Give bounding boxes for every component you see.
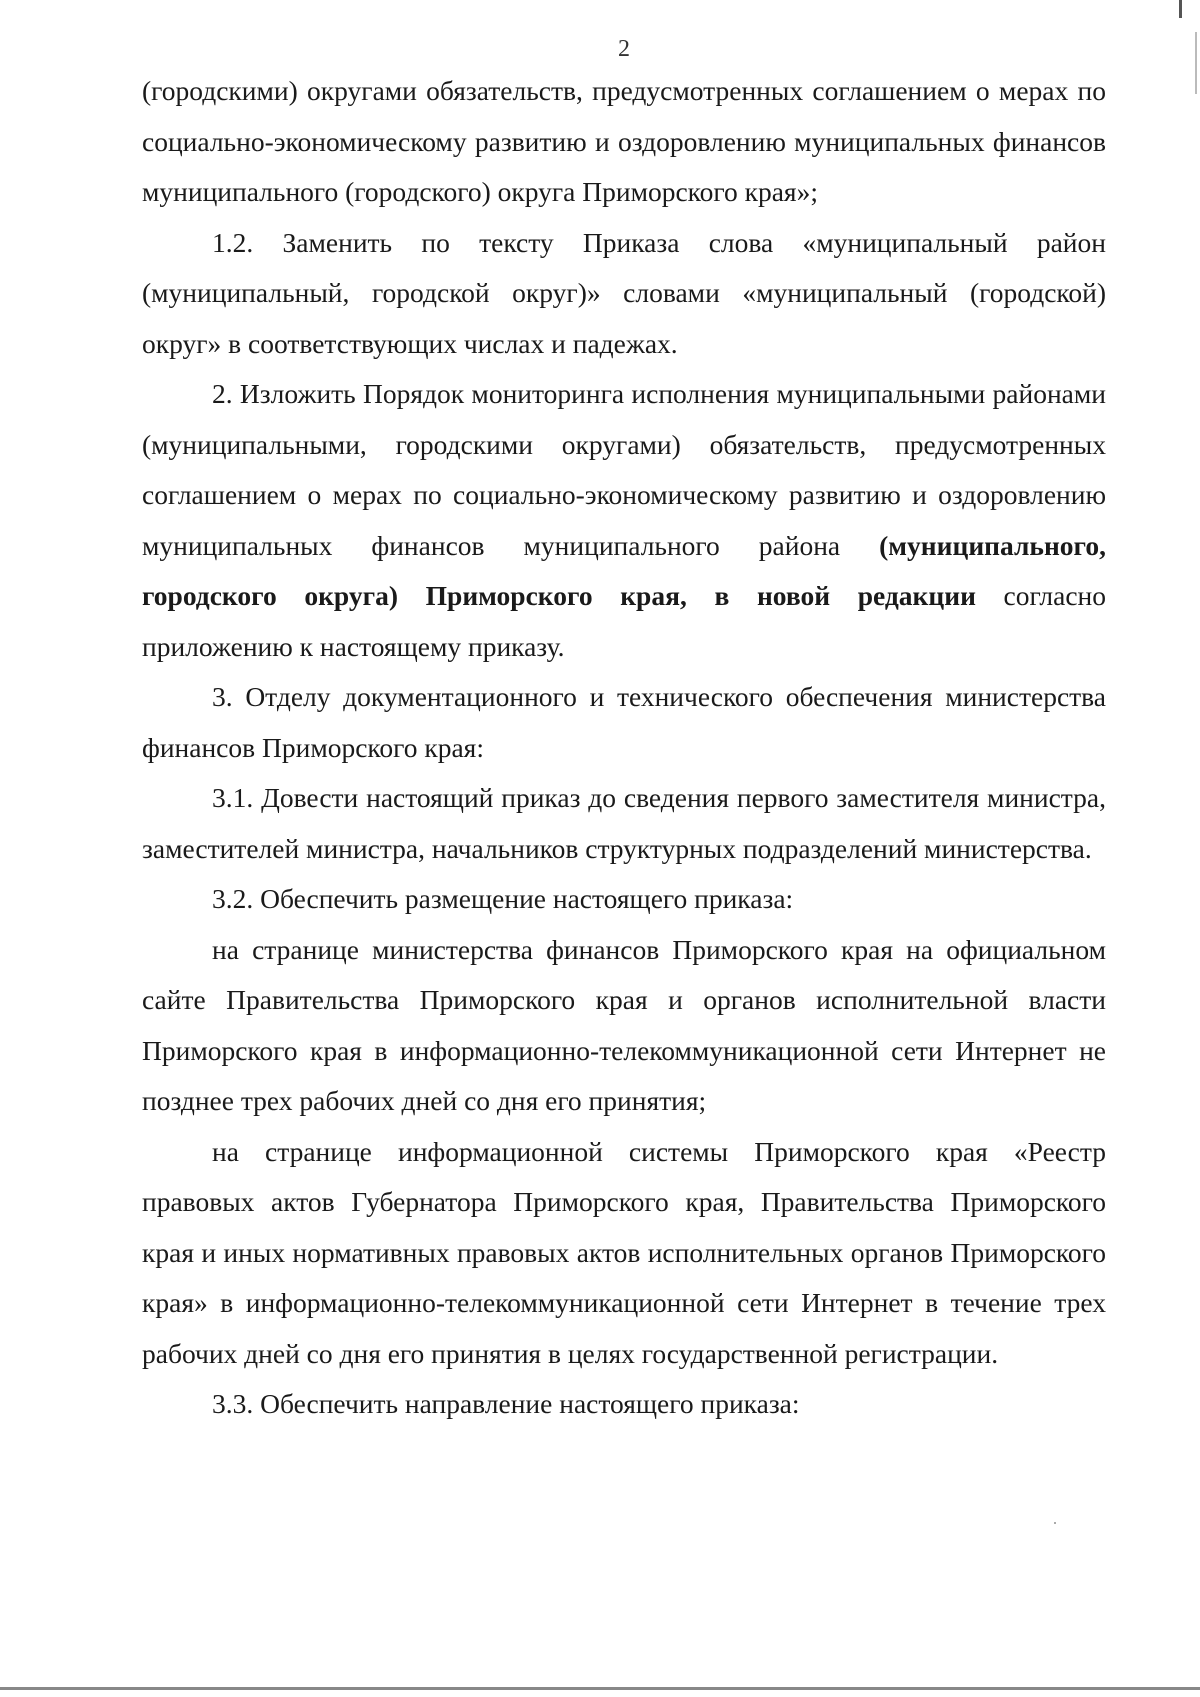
scan-edge-bottom [0,1687,1200,1690]
paragraph-3-2-item-1: на странице министерства финансов Приморского края на официальном сайте Правительства Приморского края и органов исполнительной власти Приморского края в информационно-телекоммуникационной сети Интернет не позднее трех рабочих дней со дня его принятия; [142,933,1106,1116]
page-number: 2 [618,36,630,62]
scan-edge-mark [1179,0,1182,18]
paragraph-3-1: 3.1. Довести настоящий приказ до сведения первого заместителя министра, заместителей министра, начальников структурных подразделений министерства. [142,782,1106,864]
paragraph-2 [142,369,1106,672]
paragraph-3-3: 3.3. Обеспечить направление настоящего приказа: [212,1388,800,1419]
paragraph-3-2: 3.2. Обеспечить размещение настоящего приказа: [212,883,794,914]
paragraph-3-2-item-2: на странице информационной системы Приморского края «Реестр правовых актов Губернатора Приморского края, Правительства Приморского края и иных нормативных правовых актов исполнительных органов Приморского края» в информационно-телекоммуникационной сети Интернет в течение трех рабочих дней со дня его принятия в целях государственной регистрации. [142,1135,1106,1369]
paragraph-2-text-start: 2. Изложить Порядок мониторинга исполнения муниципальными районами (муниципальными, городскими округами) обязательств, предусмотренных соглашением о мерах по социально-экономическому развитию и оздоровлению муниципальных финансов муниципального района [142,378,1106,561]
scan-speck [1054,1522,1056,1524]
paragraph-3: 3. Отделу документационного и технического обеспечения министерства финансов Приморского края: [142,681,1106,763]
paragraph-continuation: (городскими) округами обязательств, предусмотренных соглашением о мерах по социально-экономическому развитию и оздоровлению муниципальных финансов муниципального (городского) округа Приморского края»; [142,75,1106,207]
paragraph-1-2: 1.2. Заменить по тексту Приказа слова «муниципальный район (муниципальный, городской округ)» словами «муниципальный (городской) округ» в соответствующих числах и падежах. [142,226,1106,359]
document-body [142,66,1106,1430]
paragraph-2-text-end: согласно приложению к настоящему приказу. [142,580,1106,662]
paragraph-2-bold-text: (муниципального, городского округа) Приморского края, в новой редакции [142,529,1106,611]
